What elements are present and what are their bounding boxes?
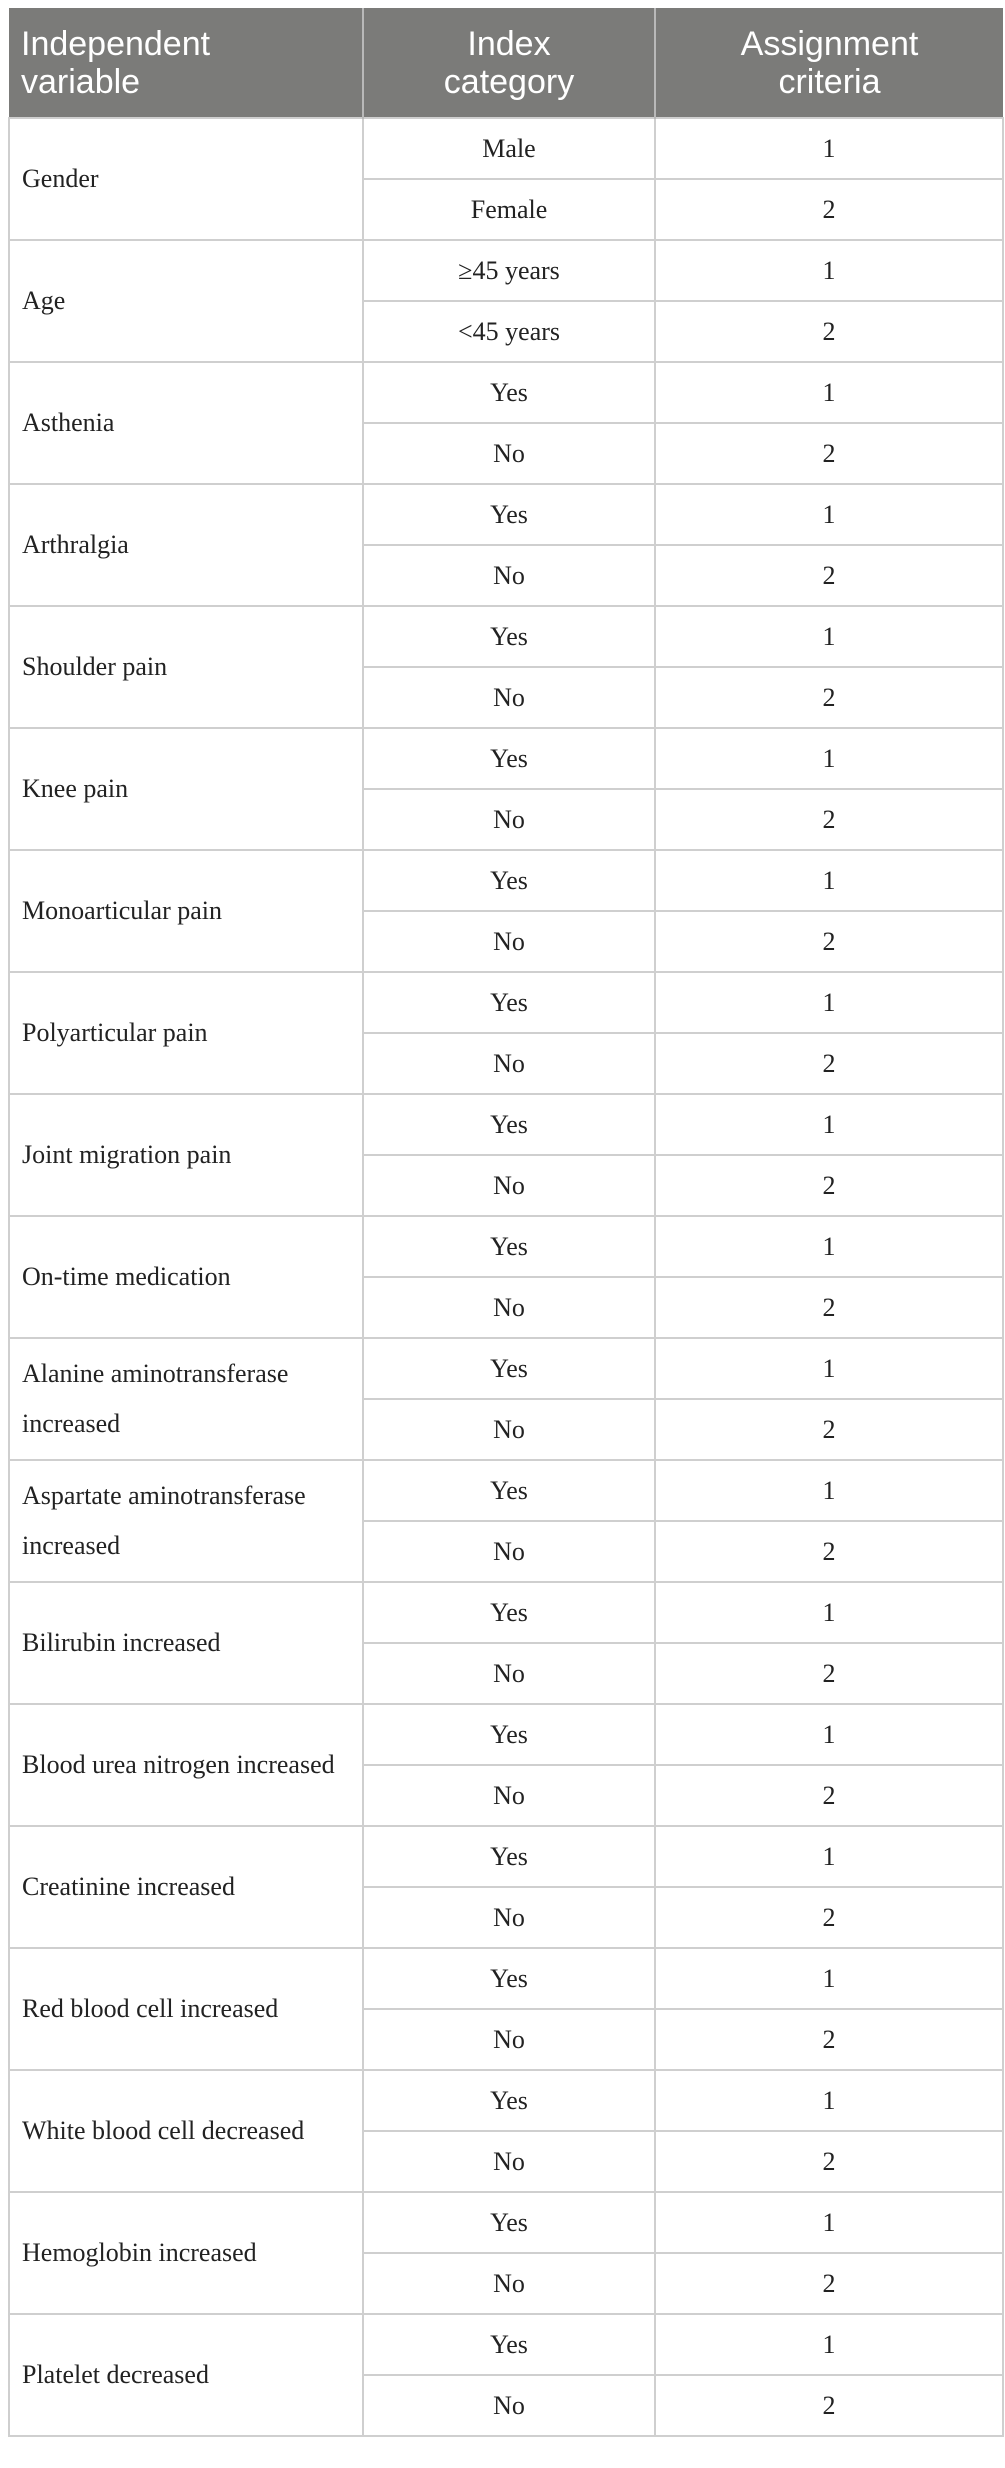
index-category-cell: Yes xyxy=(363,2070,655,2131)
assignment-table xyxy=(8,8,1004,2437)
index-category-cell: No xyxy=(363,2131,655,2192)
index-category-cell: Yes xyxy=(363,1704,655,1765)
index-category-cell: Yes xyxy=(363,1338,655,1399)
table-row xyxy=(9,606,1003,667)
assignment-criteria-cell: 2 xyxy=(655,2253,1003,2314)
independent-variable-cell: Asthenia xyxy=(9,362,363,484)
assignment-criteria-cell: 1 xyxy=(655,2070,1003,2131)
assignment-criteria-cell: 1 xyxy=(655,606,1003,667)
assignment-criteria-cell: 2 xyxy=(655,1033,1003,1094)
assignment-criteria-cell: 1 xyxy=(655,362,1003,423)
header-independent-variable xyxy=(9,8,363,118)
table-row xyxy=(9,1826,1003,1887)
assignment-criteria-cell: 2 xyxy=(655,2009,1003,2070)
header-col2-line2: category xyxy=(443,62,575,101)
index-category-cell: Yes xyxy=(363,2192,655,2253)
assignment-criteria-cell: 1 xyxy=(655,728,1003,789)
index-category-cell: No xyxy=(363,423,655,484)
table-row xyxy=(9,240,1003,301)
table-row xyxy=(9,1460,1003,1521)
assignment-criteria-cell: 1 xyxy=(655,972,1003,1033)
assignment-criteria-cell: 1 xyxy=(655,2314,1003,2375)
index-category-cell: Female xyxy=(363,179,655,240)
index-category-cell: Yes xyxy=(363,1460,655,1521)
assignment-criteria-cell: 2 xyxy=(655,179,1003,240)
independent-variable-cell: Arthralgia xyxy=(9,484,363,606)
independent-variable-cell: White blood cell decreased xyxy=(9,2070,363,2192)
assignment-criteria-cell: 1 xyxy=(655,484,1003,545)
independent-variable-cell: On-time medication xyxy=(9,1216,363,1338)
assignment-criteria-cell: 1 xyxy=(655,1460,1003,1521)
index-category-cell: No xyxy=(363,1521,655,1582)
assignment-criteria-cell: 2 xyxy=(655,2375,1003,2436)
table-row xyxy=(9,1948,1003,2009)
index-category-cell: Yes xyxy=(363,606,655,667)
index-category-cell: No xyxy=(363,1155,655,1216)
table-row xyxy=(9,2314,1003,2375)
index-category-cell: No xyxy=(363,2253,655,2314)
assignment-criteria-cell: 1 xyxy=(655,1582,1003,1643)
independent-variable-cell: Joint migration pain xyxy=(9,1094,363,1216)
independent-variable-cell: Monoarticular pain xyxy=(9,850,363,972)
assignment-criteria-cell: 1 xyxy=(655,1094,1003,1155)
independent-variable-cell: Blood urea nitrogen increased xyxy=(9,1704,363,1826)
assignment-criteria-cell: 1 xyxy=(655,1216,1003,1277)
table-row xyxy=(9,362,1003,423)
header-col1-line1: Independent xyxy=(21,24,211,63)
independent-variable-cell: Red blood cell increased xyxy=(9,1948,363,2070)
index-category-cell: ≥45 years xyxy=(363,240,655,301)
index-category-cell: No xyxy=(363,1887,655,1948)
table-row xyxy=(9,2192,1003,2253)
table-row xyxy=(9,972,1003,1033)
table-row xyxy=(9,1704,1003,1765)
index-category-cell: Yes xyxy=(363,1216,655,1277)
independent-variable-cell: Shoulder pain xyxy=(9,606,363,728)
index-category-cell: Yes xyxy=(363,1582,655,1643)
table-row xyxy=(9,118,1003,179)
header-col3-line1: Assignment xyxy=(740,24,919,63)
assignment-criteria-cell: 1 xyxy=(655,118,1003,179)
table-row xyxy=(9,1094,1003,1155)
assignment-criteria-cell: 2 xyxy=(655,911,1003,972)
header-col1-line2: variable xyxy=(21,62,141,101)
table-row xyxy=(9,850,1003,911)
table-body xyxy=(9,118,1003,2436)
assignment-criteria-cell: 2 xyxy=(655,667,1003,728)
index-category-cell: No xyxy=(363,667,655,728)
table-row xyxy=(9,1582,1003,1643)
table-row xyxy=(9,2070,1003,2131)
independent-variable-cell: Bilirubin increased xyxy=(9,1582,363,1704)
table-header xyxy=(9,8,1003,118)
header-assignment-criteria xyxy=(655,8,1003,118)
table-row xyxy=(9,728,1003,789)
assignment-criteria-cell: 2 xyxy=(655,1887,1003,1948)
table-row xyxy=(9,484,1003,545)
assignment-criteria-cell: 2 xyxy=(655,1521,1003,1582)
assignment-criteria-cell: 1 xyxy=(655,850,1003,911)
header-col2-line1: Index xyxy=(467,24,551,63)
assignment-criteria-cell: 2 xyxy=(655,789,1003,850)
assignment-criteria-cell: 2 xyxy=(655,1643,1003,1704)
assignment-criteria-cell: 1 xyxy=(655,2192,1003,2253)
index-category-cell: Yes xyxy=(363,1094,655,1155)
assignment-criteria-cell: 1 xyxy=(655,240,1003,301)
independent-variable-cell: Polyarticular pain xyxy=(9,972,363,1094)
assignment-criteria-cell: 2 xyxy=(655,301,1003,362)
independent-variable-cell: Gender xyxy=(9,118,363,240)
assignment-criteria-cell: 2 xyxy=(655,1765,1003,1826)
assignment-criteria-cell: 2 xyxy=(655,423,1003,484)
index-category-cell: Yes xyxy=(363,2314,655,2375)
assignment-criteria-cell: 1 xyxy=(655,1826,1003,1887)
independent-variable-cell: Aspartate aminotransferase increased xyxy=(9,1460,363,1582)
index-category-cell: Yes xyxy=(363,362,655,423)
index-category-cell: No xyxy=(363,2009,655,2070)
independent-variable-cell: Platelet decreased xyxy=(9,2314,363,2436)
index-category-cell: Yes xyxy=(363,850,655,911)
assignment-criteria-cell: 2 xyxy=(655,1155,1003,1216)
table-row xyxy=(9,1216,1003,1277)
assignment-criteria-cell: 2 xyxy=(655,1277,1003,1338)
assignment-criteria-cell: 1 xyxy=(655,1338,1003,1399)
index-category-cell: No xyxy=(363,2375,655,2436)
index-category-cell: No xyxy=(363,545,655,606)
index-category-cell: No xyxy=(363,789,655,850)
assignment-criteria-cell: 2 xyxy=(655,545,1003,606)
table-row xyxy=(9,1338,1003,1399)
index-category-cell: No xyxy=(363,911,655,972)
index-category-cell: Yes xyxy=(363,484,655,545)
header-index-category xyxy=(363,8,655,118)
index-category-cell: <45 years xyxy=(363,301,655,362)
assignment-criteria-cell: 2 xyxy=(655,2131,1003,2192)
index-category-cell: No xyxy=(363,1399,655,1460)
assignment-criteria-cell: 1 xyxy=(655,1948,1003,2009)
independent-variable-cell: Creatinine increased xyxy=(9,1826,363,1948)
index-category-cell: Yes xyxy=(363,1948,655,2009)
index-category-cell: No xyxy=(363,1033,655,1094)
index-category-cell: Yes xyxy=(363,972,655,1033)
assignment-criteria-cell: 1 xyxy=(655,1704,1003,1765)
header-row xyxy=(9,8,1003,118)
assignment-criteria-cell: 2 xyxy=(655,1399,1003,1460)
independent-variable-cell: Age xyxy=(9,240,363,362)
index-category-cell: No xyxy=(363,1643,655,1704)
independent-variable-cell: Alanine aminotransferase increased xyxy=(9,1338,363,1460)
index-category-cell: Yes xyxy=(363,728,655,789)
index-category-cell: Yes xyxy=(363,1826,655,1887)
index-category-cell: No xyxy=(363,1765,655,1826)
independent-variable-cell: Hemoglobin increased xyxy=(9,2192,363,2314)
header-col3-line2: criteria xyxy=(778,62,881,101)
index-category-cell: Male xyxy=(363,118,655,179)
index-category-cell: No xyxy=(363,1277,655,1338)
independent-variable-cell: Knee pain xyxy=(9,728,363,850)
